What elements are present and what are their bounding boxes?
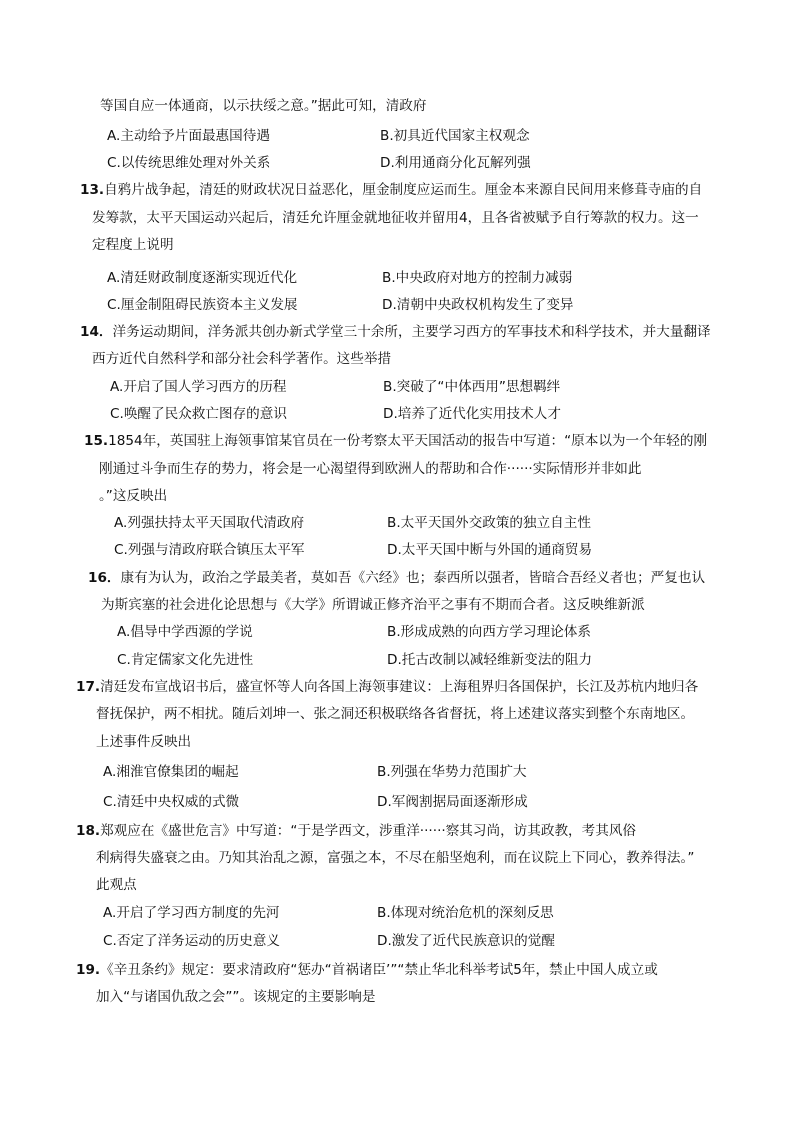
question-18-line-1	[76, 821, 636, 841]
question-15-line-1	[84, 431, 707, 451]
question-number: 14．	[80, 324, 113, 340]
question-14-line-2: 西方近代自然科学和部分社会科学著作。这些举措	[92, 351, 392, 367]
question-15-line-3: 。”这反映出	[99, 488, 168, 504]
question-17-line-1	[76, 677, 698, 697]
question-text: 洋务运动期间，洋务派共创办新式学堂三十余所，主要学习西方的军事技术和科学技术，并大量翻译	[112, 324, 711, 340]
question-15-option-a: A.列强扶持太平天国取代清政府	[114, 515, 305, 531]
intro-option-b: B.初具近代国家主权观念	[380, 128, 530, 144]
question-number: 16．	[88, 570, 121, 586]
question-text: 《辛丑条约》规定：要求清政府“惩办“首祸诸臣’”“禁止华北科举考试5年，禁止中国人成立或	[100, 962, 658, 978]
question-15-option-d: D.太平天国中断与外国的通商贸易	[387, 542, 593, 558]
question-18-option-d: D.激发了近代民族意识的觉醒	[377, 933, 555, 949]
question-19-line-2: 加入“与诸国仇敌之会””。该规定的主要影响是	[96, 989, 376, 1005]
question-13-line-2: 发筹款，太平天国运动兴起后，清廷允许厘金就地征收并留用4，且各省被赋予自行筹款的权力。这一	[92, 210, 699, 226]
question-13-option-c: C.厘金制阻碍民族资本主义发展	[107, 297, 298, 313]
question-17-option-a: A.湘淮官僚集团的崛起	[103, 764, 239, 780]
question-16-option-a: A.倡导中学西源的学说	[117, 624, 253, 640]
question-17-line-3: 上述事件反映出	[96, 734, 192, 750]
question-18-option-b: B.体现对统治危机的深刻反思	[377, 905, 554, 921]
question-16-line-2: 为斯宾塞的社会进化论思想与《大学》所谓诚正修齐治平之事有不期而合者。这反映维新派	[101, 597, 645, 613]
question-16-option-c: C.肯定儒家文化先进性	[117, 652, 254, 668]
question-13-line-1	[80, 180, 702, 200]
question-number: 19.	[76, 962, 101, 978]
question-17-option-d: D.军阀割据局面逐渐形成	[377, 794, 528, 810]
question-text: 郑观应在《盛世危言》中写道：“于是学西文，涉重洋······察其习尚，访其政教，考其风俗	[100, 823, 637, 839]
question-17-option-c: C.清廷中央权威的式微	[103, 794, 240, 810]
question-14-option-a: A.开启了国人学习西方的历程	[110, 379, 287, 395]
question-14-option-d: D.培养了近代化实用技术人才	[383, 406, 561, 422]
question-text: 康有为认为，政治之学最美者，莫如吾《六经》也；泰西所以强者，皆暗合吾经义者也；严复也认	[120, 570, 706, 586]
intro-option-a: A.主动给予片面最惠国待遇	[107, 128, 270, 144]
question-15-option-b: B.太平天国外交政策的独立自主性	[387, 515, 591, 531]
question-18-line-3: 此观点	[96, 877, 137, 893]
intro-option-d: D.利用通商分化瓦解列强	[380, 155, 531, 171]
question-17-line-2: 督抚保护，两不相扰。随后刘坤一、张之洞还积极联络各省督抚，将上述建议落实到整个东南地区。	[96, 706, 695, 722]
question-16-option-b: B.形成成熟的向西方学习理论体系	[387, 624, 591, 640]
question-18-option-a: A.开启了学习西方制度的先河	[103, 905, 280, 921]
question-number: 18.	[76, 823, 101, 839]
question-14-line-1	[80, 322, 711, 342]
question-13-line-3: 定程度上说明	[92, 237, 174, 253]
intro-option-c: C.以传统思维处理对外关系	[107, 155, 271, 171]
question-15-line-2: 刚通过斗争而生存的势力，将会是一心渴望得到欧洲人的帮助和合作······实际情形并非如此	[99, 461, 642, 477]
intro-text: 等国自应一体通商，以示扶绥之意。”据此可知，清政府	[100, 98, 427, 114]
question-13-option-b: B.中央政府对地方的控制力减弱	[382, 270, 573, 286]
question-14-option-c: C.唤醒了民众救亡图存的意识	[110, 406, 287, 422]
question-18-option-c: C.否定了洋务运动的历史意义	[103, 933, 280, 949]
question-number: 15.	[84, 433, 109, 449]
question-16-line-1	[88, 568, 705, 588]
question-number: 13.	[80, 182, 105, 198]
question-15-option-c: C.列强与清政府联合镇压太平军	[114, 542, 305, 558]
question-19-line-1	[76, 960, 658, 980]
question-16-option-d: D.托古改制以减轻维新变法的阻力	[387, 652, 593, 668]
question-13-option-d: D.清朝中央政权机构发生了变异	[382, 297, 574, 313]
question-13-option-a: A.清廷财政制度逐渐实现近代化	[107, 270, 298, 286]
question-18-line-2: 利病得失盛衰之由。乃知其治乱之源，富强之本，不尽在船坚炮利，而在议院上下同心，教养得法。”	[96, 850, 695, 866]
question-17-option-b: B.列强在华势力范围扩大	[377, 764, 527, 780]
question-text: 清廷发布宣战诏书后，盛宣怀等人向各国上海领事建议：上海租界归各国保护，长江及苏杭内地归各	[100, 679, 699, 695]
question-number: 17.	[76, 679, 101, 695]
question-text: 自鸦片战争起，清廷的财政状况日益恶化，厘金制度应运而生。厘金本来源自民间用来修葺寺庙的自	[104, 182, 703, 198]
question-text: 1854年，英国驻上海领事馆某官员在一份考察太平天国活动的报告中写道：“原本以为一个年轻的刚	[108, 433, 708, 449]
question-14-option-b: B.突破了“中体西用”思想羁绊	[383, 379, 561, 395]
